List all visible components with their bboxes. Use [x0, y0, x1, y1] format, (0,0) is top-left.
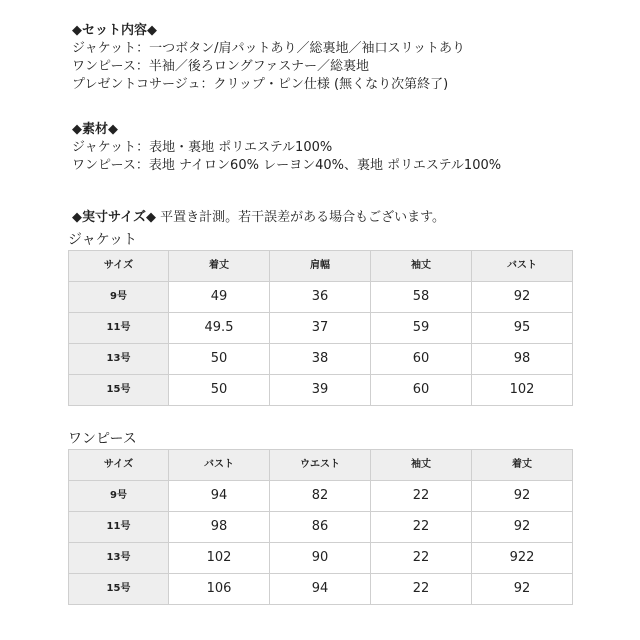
material-line: ジャケット：表地・裏地 ポリエステル100% [72, 140, 333, 155]
measurement-cell: 39 [270, 375, 371, 406]
material-section [72, 121, 501, 175]
measurement-cell: 94 [270, 574, 371, 605]
table-row [69, 313, 573, 344]
measurement-cell: 92 [472, 512, 573, 543]
measurement-cell: 92 [472, 481, 573, 512]
column-header: 肩幅 [270, 251, 371, 282]
table-row [69, 282, 573, 313]
column-header: 袖丈 [371, 450, 472, 481]
size-label-cell: 15号 [69, 574, 169, 605]
table-row [69, 375, 573, 406]
set-contents-section [72, 22, 465, 94]
size-label-cell: 9号 [69, 282, 169, 313]
measurement-cell: 92 [472, 574, 573, 605]
measurement-cell: 58 [371, 282, 472, 313]
jacket-size-table [68, 250, 573, 406]
column-header: バスト [169, 450, 270, 481]
measurement-cell: 95 [472, 313, 573, 344]
measurement-cell: 22 [371, 512, 472, 543]
jacket-caption: ジャケット [68, 232, 138, 248]
measurement-cell: 22 [371, 481, 472, 512]
set-contents-line: ワンピース：半袖／後ろロングファスナー／総裏地 [72, 59, 370, 74]
column-header: サイズ [69, 251, 169, 282]
size-label-cell: 13号 [69, 543, 169, 574]
measurement-cell: 49.5 [169, 313, 270, 344]
measurement-cell: 82 [270, 481, 371, 512]
measurement-cell: 102 [472, 375, 573, 406]
measurement-cell: 98 [472, 344, 573, 375]
table-row [69, 574, 573, 605]
table-row [69, 543, 573, 574]
table-header-row [69, 450, 573, 481]
column-header: ウエスト [270, 450, 371, 481]
table-row [69, 481, 573, 512]
measurement-cell: 86 [270, 512, 371, 543]
measurement-cell: 106 [169, 574, 270, 605]
size-label-cell: 11号 [69, 512, 169, 543]
measurement-cell: 59 [371, 313, 472, 344]
size-label-cell: 13号 [69, 344, 169, 375]
column-header: 着丈 [472, 450, 573, 481]
table-row [69, 512, 573, 543]
measurement-cell: 22 [371, 543, 472, 574]
measurement-cell: 102 [169, 543, 270, 574]
measurement-cell: 92 [472, 282, 573, 313]
measurement-cell: 22 [371, 574, 472, 605]
table-row [69, 344, 573, 375]
size-heading-note: 平置き計測。若干誤差がある場合もございます。 [155, 210, 446, 225]
measurement-cell: 38 [270, 344, 371, 375]
measurement-cell: 50 [169, 375, 270, 406]
measurement-cell: 36 [270, 282, 371, 313]
dress-caption: ワンピース [68, 431, 137, 447]
set-contents-line: プレゼントコサージュ：クリップ・ピン仕様 (無くなり次第終了) [72, 77, 449, 92]
measurement-cell: 922 [472, 543, 573, 574]
size-label-cell: 15号 [69, 375, 169, 406]
measurement-cell: 60 [371, 344, 472, 375]
column-header: サイズ [69, 450, 169, 481]
size-label-cell: 11号 [69, 313, 169, 344]
material-line: ワンピース：表地 ナイロン60% レーヨン40%、裏地 ポリエステル100% [72, 158, 502, 173]
dress-size-table [68, 449, 573, 605]
measurement-cell: 60 [371, 375, 472, 406]
column-header: 袖丈 [371, 251, 472, 282]
set-contents-line: ジャケット：一つボタン/肩パットあり／総裏地／袖口スリットあり [72, 41, 465, 56]
measurement-cell: 94 [169, 481, 270, 512]
measurement-cell: 98 [169, 512, 270, 543]
column-header: 着丈 [169, 251, 270, 282]
table-header-row [69, 251, 573, 282]
measurement-cell: 37 [270, 313, 371, 344]
material-heading: ◆素材◆ [72, 122, 118, 137]
set-contents-heading: ◆セット内容◆ [72, 23, 157, 38]
size-label-cell: 9号 [69, 481, 169, 512]
measurement-cell: 49 [169, 282, 270, 313]
measurement-cell: 90 [270, 543, 371, 574]
size-section-heading [72, 209, 445, 227]
size-heading-title: ◆実寸サイズ◆ [72, 210, 156, 225]
measurement-cell: 50 [169, 344, 270, 375]
column-header: バスト [472, 251, 573, 282]
